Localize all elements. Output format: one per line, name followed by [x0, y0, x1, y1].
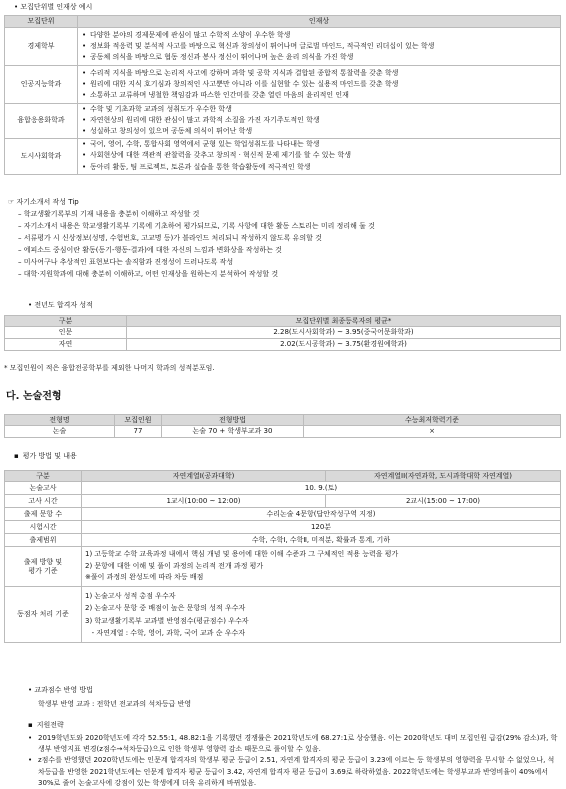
talent-unit: 인공지능학과	[5, 66, 78, 104]
eval-policy-item: 2) 문항에 대한 이해 및 풀이 과정의 논리적 전개 과정 평가	[85, 561, 264, 570]
eval-tiebreak-item: - 자연계열 : 수학, 영어, 과학, 국어 교과 순 우수자	[85, 628, 245, 637]
talent-item: • 동아리 활동, 팀 프로젝트, 토론과 실습을 통한 학습활동에 적극적인 학생	[81, 162, 557, 173]
eval-time-label: 고사 시간	[5, 495, 82, 508]
tip-item: – 미사여구나 추상적인 표현보다는 솔직함과 진정성이 드러나도록 작성	[18, 257, 234, 266]
talent-item: • 소통하고 교류하며 냉철한 책임감과 따스한 인간미를 갖춘 열린 마음의 윤리적인 인재	[81, 90, 557, 101]
eval-policy-item: ※풀이 과정의 완성도에 따라 차등 배점	[85, 573, 204, 582]
eval-date-value: 10. 9.(토)	[82, 482, 561, 495]
talent-items	[78, 66, 561, 104]
eval-header-science1: 자연계열I(공과대학)	[82, 471, 326, 482]
talent-item: • 수리적 지식을 바탕으로 논리적 사고에 강하며 과학 및 공학 지식과 결합된 종합적 통찰력을 갖춘 학생	[81, 68, 557, 79]
strategy-p2-text: z점수를 반영했던 2020학년도에는 인문계 합격자의 학생부 평균 등급이 2.51, 자연계 합격자의 평균 등급이 3.23에 이르는 등 학생부의 영향력을 무시할 수 없었으나, 석차등급을 반영한 2021학년도에는 인문계 합격자 평균 등급이 3.42, 자연계 합격자 평균 등급이 3.69로 하락하였음. 2022학년도에는 학생부교과 반영비율이 40%에서 30%로 줄어 논술고사에 강점이 있는 학생에게 더욱 유리하게 바뀌었음.	[38, 756, 555, 787]
main-quota: 77	[115, 426, 162, 438]
tip-item: – 학교생활기록부의 기재 내용을 충분히 이해하고 작성할 것	[18, 209, 200, 218]
talent-section-title: • 모집단위별 인재상 예시	[14, 3, 93, 11]
prev-cat-humanities: 인문	[5, 327, 127, 339]
eval-tiebreak-item: 1) 논술고사 성적 총점 우수자	[85, 592, 176, 600]
eval-policy-item: 1) 고등학교 수학 교육과정 내에서 핵심 개념 및 용어에 대한 이해 수준과 그 구체적인 적용 능력을 평가	[85, 549, 399, 558]
main-method: 논술 70 + 학생부교과 30	[162, 426, 304, 438]
eval-tiebreak-item: 2) 논술고사 문항 중 배점이 높은 문항의 성적 우수자	[85, 604, 246, 613]
talent-items	[78, 104, 561, 139]
eval-tiebreak-item: 3) 학교생활기록부 교과별 반영점수(평균점수) 우수자	[85, 616, 249, 625]
talent-item: • 성실하고 창의성이 있으며 공동체 의식이 뛰어난 학생	[81, 126, 557, 137]
eval-policy-items	[82, 547, 561, 587]
subject-body: 학생부 반영 교과 : 전학년 전교과의 석차등급 반영	[38, 700, 192, 708]
eval-header-cat: 구분	[5, 471, 82, 482]
prev-header-val: 모집단위별 최종등록자의 평균*	[127, 316, 561, 327]
eval-policy-label-line1: 출제 방향 및	[23, 557, 63, 566]
talent-row	[5, 104, 561, 139]
prev-results-table	[4, 315, 561, 351]
talent-row	[5, 66, 561, 104]
tip-title: ☞ 자기소개서 작성 Tip	[8, 198, 79, 206]
prev-results-title: • 전년도 합격자 성적	[28, 301, 93, 309]
eval-count-label: 출제 문항 수	[5, 508, 82, 521]
main-minimum: ×	[304, 426, 561, 438]
eval-duration-value: 120분	[82, 521, 561, 534]
main-header-minimum: 수능최저학력기준	[304, 415, 561, 426]
section-title: 다. 논술전형	[6, 391, 62, 402]
prev-cat-science: 자연	[5, 339, 127, 351]
tip-item: – 대학·지원학과에 대해 충분히 이해하고, 어떤 인재상을 원하는지 분석하여 작성할 것	[18, 269, 279, 278]
strategy-body	[28, 733, 558, 789]
eval-header-science2: 자연계열II(자연과학, 도시과학대학 자연계열)	[326, 471, 561, 482]
talent-table	[4, 15, 561, 175]
talent-item: • 수학 및 기초과학 교과의 성취도가 우수한 학생	[81, 104, 557, 115]
talent-row	[5, 138, 561, 174]
talent-item: • 원리에 대한 지식 호기심과 창의적인 사고뿐만 아니라 이를 실현할 수 있는 실용적 마인드를 갖춘 학생	[81, 79, 557, 90]
eval-time-v2: 2교시(15:00 ~ 17:00)	[326, 495, 561, 508]
talent-header-unit: 모집단위	[5, 16, 78, 28]
subject-title: • 교과점수 반영 방법	[28, 686, 93, 694]
prev-val-humanities: 2.28(도시사회학과) ~ 3.95(중국어문화학과)	[127, 327, 561, 339]
eval-time-v1: 1교시(10:00 ~ 12:00)	[82, 495, 326, 508]
prev-val-science: 2.02(도시공학과) ~ 3.75(환경원예학과)	[127, 339, 561, 351]
tip-item: – 에피소드 중심이란 활동(동기-행동-결과)에 대한 자신의 느낌과 변화상을 작성하는 것	[18, 245, 282, 254]
talent-item: • 사회현상에 대한 객관적 관찰력을 갖추고 창의적 · 혁신적 문제 제기를 할 수 있는 학생	[81, 150, 557, 161]
eval-scope-label: 출제범위	[5, 534, 82, 547]
talent-item: • 정보화 적응력 및 분석적 사고를 바탕으로 혁신과 창의성이 뛰어나며 글로벌 마인드, 적극적인 리더십이 있는 학생	[81, 41, 557, 52]
eval-count-value: 수리논술 4문항(답안작성구역 지정)	[82, 508, 561, 521]
talent-unit: 융합응용화학과	[5, 104, 78, 139]
eval-title: ▪ 평가 방법 및 내용	[14, 452, 77, 461]
strategy-p1-text: 2019학년도와 2020학년도에 각각 52.55:1, 48.82:1을 기록했던 경쟁률은 2021학년도에 68.27:1로 상승했음. 이는 2020학년도 대비 모집인원 급감(29% 감소)과, 학생부 반영지표 변경(z점수→석차등급)으로 인한 학생부 영향력 감소 때문으로 풀이할 수 있음.	[38, 734, 558, 754]
strategy-paragraph-1: • 2019학년도와 2020학년도에 각각 52.55:1, 48.82:1을 기록했던 경쟁률은 2021학년도에 68.27:1로 상승했음. 이는 2020학년도 대비 모집인원 급감(29% 감소)과, 학생부 반영지표 변경(z점수→석차등급)으로 인한 학생부 영향력 감소 때문으로 풀이할 수 있음.	[28, 734, 558, 754]
eval-policy-label-line2: 평가 기준	[28, 566, 58, 575]
prev-header-cat: 구분	[5, 316, 127, 327]
eval-date-label: 논술고사	[5, 482, 82, 495]
tip-item: – 자기소개서 내용은 학교생활기록부 기록에 기초하여 평가되므로, 기록 사항에 대한 활동 스토리는 미리 정리해 둘 것	[18, 221, 375, 230]
eval-tiebreak-label: 동점자 처리 기준	[5, 587, 82, 643]
eval-table	[4, 470, 561, 643]
talent-item: • 다양한 분야의 경제문제에 관심이 많고 수학적 소양이 우수한 학생	[81, 30, 557, 41]
main-header-quota: 모집인원	[115, 415, 162, 426]
tip-item: – 서류평가 시 신상정보(성명, 수험번호, 고교명 등)가 블라인드 처리되니 작성하지 않도록 유의할 것	[18, 233, 322, 242]
talent-unit: 경제학부	[5, 28, 78, 66]
talent-row	[5, 28, 561, 66]
main-header-method: 전형방법	[162, 415, 304, 426]
eval-duration-label: 시험시간	[5, 521, 82, 534]
strategy-paragraph-2: • z점수를 반영했던 2020학년도에는 인문계 합격자의 학생부 평균 등급이 2.51, 자연계 합격자의 평균 등급이 3.23에 이르는 등 학생부의 영향력을 무시할 수 없었으나, 석차등급을 반영한 2021학년도에는 인문계 합격자 평균 등급이 3.42, 자연계 합격자 평균 등급이 3.69로 하락하였음. 2022학년도에는 학생부교과 반영비율이 40%에서 30%로 줄어 논술고사에 강점이 있는 학생에게 더욱 유리하게 바뀌었음.	[28, 756, 555, 787]
talent-items	[78, 28, 561, 66]
eval-policy-label	[5, 547, 82, 587]
essay-admission-table	[4, 414, 561, 438]
main-header-name: 전형명	[5, 415, 115, 426]
talent-unit: 도시사회학과	[5, 138, 78, 174]
talent-header-profile: 인재상	[78, 16, 561, 28]
talent-item: • 자연현상의 원리에 대한 관심이 많고 과학적 소질을 가진 자기주도적인 학생	[81, 115, 557, 126]
prev-results-note: * 모집인원이 적은 융합전공학부를 제외한 나머지 학과의 성적분포임.	[4, 364, 215, 372]
strategy-title: ▪ 지원전략	[28, 721, 64, 730]
talent-item: • 공동체 의식을 바탕으로 협동 정신과 봉사 정신이 뛰어나며 높은 윤리 의식을 가진 학생	[81, 52, 557, 63]
main-name: 논술	[5, 426, 115, 438]
talent-items	[78, 138, 561, 174]
eval-tiebreak-items	[82, 587, 561, 643]
tip-box	[8, 198, 558, 280]
eval-scope-value: 수학, 수학Ⅰ, 수학Ⅱ, 미적분, 확률과 통계, 기하	[82, 534, 561, 547]
talent-item: • 국어, 영어, 수학, 통합사회 영역에서 균형 있는 학업성취도를 나타내는 학생	[81, 139, 557, 150]
